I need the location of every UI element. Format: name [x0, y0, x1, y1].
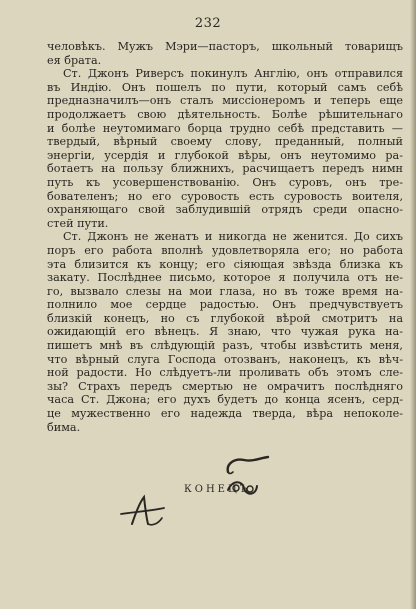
text-line: въ Индію. Онъ пошелъ по пути, который самъ себѣ	[47, 80, 403, 94]
text-line: путь къ усовершенствованію. Онъ суровъ, онъ тре-	[47, 175, 403, 189]
text-line: близкій конецъ, но съ глубокой вѣрой смотритъ на	[47, 311, 403, 325]
end-ornament-icon	[224, 478, 260, 498]
text-line: це мужественно его надежда тверда, вѣра непоколе-	[47, 407, 403, 421]
page-edge-shadow	[410, 0, 416, 609]
text-line: поръ его работа вполнѣ удовлетворяла его; но работа	[47, 243, 403, 257]
text-line: ной радости. Но слѣдуетъ-ли проливать объ этомъ сле-	[47, 366, 403, 380]
text-line: часа Ст. Джона; его духъ будетъ до конца ясенъ, серд-	[47, 393, 403, 407]
text-line: что вѣрный слуга Господа отозванъ, наконецъ, къ вѣч-	[47, 352, 403, 366]
text-line: продолжаетъ свою дѣятельность. Болѣе рѣшительнаго	[47, 107, 403, 121]
text-line: бима.	[47, 420, 81, 434]
text-line: го, вызвало слезы на мои глаза, но въ тоже время на-	[47, 284, 403, 298]
text-line: и болѣе неутомимаго борца трудно себѣ представить —	[47, 121, 403, 135]
text-line: ожидающій его вѣнецъ. Я знаю, что чужая рука на-	[47, 325, 403, 339]
text-line: стей пути.	[47, 216, 109, 230]
text-line: полнило мое сердце радостью. Онъ предчувствуетъ	[47, 298, 403, 312]
top-flourish-icon	[222, 454, 272, 476]
text-line: эта близится къ концу; его сіяющая звѣзда близка къ	[47, 257, 403, 271]
text-line: Ст. Джонъ Риверсъ покинулъ Англію, онъ отправился	[63, 67, 403, 81]
text-line: предназначилъ—онъ сталъ миссіонеромъ и теперь еще	[47, 94, 403, 108]
text-line: Ст. Джонъ не женатъ и никогда не женится. До сихъ	[63, 230, 403, 244]
text-line: энергіи, усердія и глубокой вѣры, онъ неутомимо ра-	[47, 148, 403, 162]
signature-icon	[118, 494, 168, 528]
text-line: твердый, вѣрный своему слову, преданный, полный	[47, 135, 403, 149]
text-line: бователенъ; но его суровость есть суровость воителя,	[47, 189, 403, 203]
page-number: 232	[194, 16, 222, 31]
text-line: зы? Страхъ передъ смертью не омрачитъ послѣдняго	[47, 379, 403, 393]
end-word: КОНЕЦЪ	[184, 484, 251, 495]
text-line: пишетъ мнѣ въ слѣдующій разъ, чтобы извѣстить меня,	[47, 339, 403, 353]
text-line: ея брата.	[47, 53, 102, 67]
text-line: закату. Послѣднее письмо, которое я получила отъ не-	[47, 271, 403, 285]
text-line: ботаетъ на пользу ближнихъ, расчищаетъ передъ нимн	[47, 162, 403, 176]
body-text	[47, 40, 403, 434]
text-line: охраняющаго свой заблудившій отрядъ среди опасно-	[47, 203, 403, 217]
text-line: человѣкъ. Мужъ Мэри—пасторъ, школьный товарищъ	[47, 40, 403, 53]
